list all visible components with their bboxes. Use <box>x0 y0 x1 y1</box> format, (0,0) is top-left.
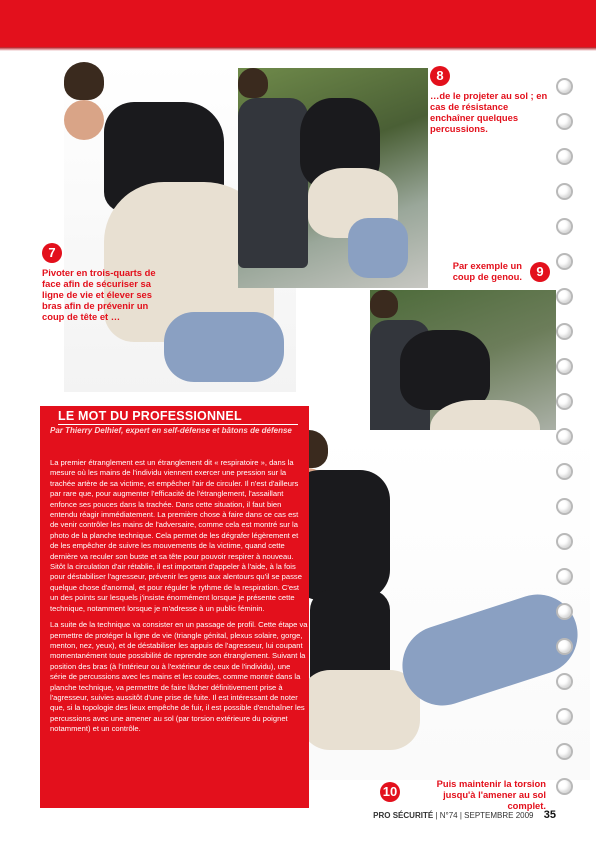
instructor-head <box>238 68 268 98</box>
binding-ring <box>556 428 573 445</box>
page-number: 35 <box>543 809 556 821</box>
step-9-caption: Par exemple un coup de genou. <box>452 260 522 282</box>
binding-ring <box>556 498 573 515</box>
binding-ring <box>556 638 573 655</box>
binding-ring <box>556 673 573 690</box>
binding-ring <box>556 463 573 480</box>
binding-ring <box>556 393 573 410</box>
binding-ring <box>556 708 573 725</box>
binding-ring <box>556 78 573 95</box>
step-7-number: 7 <box>42 243 62 263</box>
magazine-name: PRO SÉCURITÉ <box>373 811 434 820</box>
issue-date: SEPTEMBRE 2009 <box>464 811 534 820</box>
car-rear <box>238 98 308 268</box>
instructor-torso <box>400 330 490 410</box>
professional-author: Par Thierry Delhief, expert en self-défense et bâtons de défense <box>50 426 292 435</box>
step-8-number: 8 <box>430 66 450 86</box>
professional-text <box>50 458 308 741</box>
header-bar <box>0 0 596 47</box>
photo-step-8 <box>238 68 428 288</box>
professional-title: LE MOT DU PROFESSIONNEL <box>58 409 298 425</box>
step-7-caption: Pivoter en trois-quarts de face afin de sécuriser sa ligne de vie et élever ses bras afin de prévenir un coup de tête et … <box>42 267 156 322</box>
binding-ring <box>556 743 573 760</box>
step-10-caption: Puis maintenir la torsion jusqu'à l'amener au sol complet. <box>436 778 546 811</box>
step-8-caption: …de le projeter au sol ; en cas de résistance enchaîner quelques percussions. <box>430 90 548 134</box>
binding-ring <box>556 358 573 375</box>
binding-ring <box>556 778 573 795</box>
binding-ring <box>556 323 573 340</box>
binding-ring <box>556 148 573 165</box>
page-footer: PRO SÉCURITÉ | N°74 | SEPTEMBRE 2009 35 <box>373 809 556 821</box>
instructor-head <box>370 290 398 318</box>
binding-ring <box>556 288 573 305</box>
aggressor-torso <box>300 670 420 750</box>
binding-ring <box>556 533 573 550</box>
professional-paragraph: La premier étranglement est un étranglement dit « respiratoire », dans la mesure où les mains de l'individu viennent exercer une pression sur la trachée artère de sa victime, et empêcher l'air de circuler. Il n'est d'ailleurs par rare que, pour augmenter l'efficacité de l'étranglement, l'assaillant enfonce ses pouces dans la trachée. Dans cette situation, il faut bien entendu réagir immédiatement. La première chose à faire dans ce cas est de venir contrôler les mains de l'adversaire, comme cela est montré sur la photo de la planche technique. Cela permet de les dégrafer légèrement et de les empêcher de suivre les mouvements de la victime, quand cette dernière va reculer son buste et sa tête pour pouvoir respirer à nouveau. Sitôt la circulation d'air rétablie, il est important d'appeler à l'aide, à la fois pour déstabiliser l'agresseur, prévenir les gens aux alentours qu'il se passe quelque chose d'anormal, et pour réguler le rythme de la respiration. C'est un des points sur lesquels j'insiste énormément lorsque je présente cette technique, notamment lorsque je m'adresse à un public féminin. <box>50 458 302 613</box>
binding-ring <box>556 568 573 585</box>
header-shadow <box>0 47 596 51</box>
binding-ring <box>556 183 573 200</box>
step-9-number: 9 <box>530 262 550 282</box>
issue-number: N°74 <box>439 811 458 820</box>
binding-ring <box>556 253 573 270</box>
binding-ring <box>556 603 573 620</box>
binding-ring <box>556 218 573 235</box>
instructor-head <box>64 62 104 100</box>
professional-box <box>40 406 309 808</box>
photo-step-10 <box>290 430 590 780</box>
step-10-number: 10 <box>380 782 400 802</box>
professional-paragraph: La suite de la technique va consister en un passage de profil. Cette étape va permettre de protéger la ligne de vie (triangle génital, plexus solaire, gorge, menton, nez, yeux), et de déstabiliser les appuis de l'agresseur, lui coupant momentanément toute possibilité de reprendre son étranglement. Suivant la position des bras (à l'intérieur ou à l'extérieur de ceux de l'individu), une série de percussions avec les mains et les coudes, comme montré dans la planche technique, va permettre de faire lâcher définitivement prise à l'agresseur, suivies aussitôt d'une prise de fuite. Il est intéressant de noter que, si la topologie des lieux empêche de fuir, il est possible d'enchaîner les percussions avec une amener au sol (par torsion extérieure du poignet notamment) et un contrôle. <box>50 620 308 734</box>
aggressor-legs <box>348 218 408 278</box>
binding-ring <box>556 113 573 130</box>
aggressor-legs <box>164 312 284 382</box>
aggressor-head <box>64 100 104 140</box>
